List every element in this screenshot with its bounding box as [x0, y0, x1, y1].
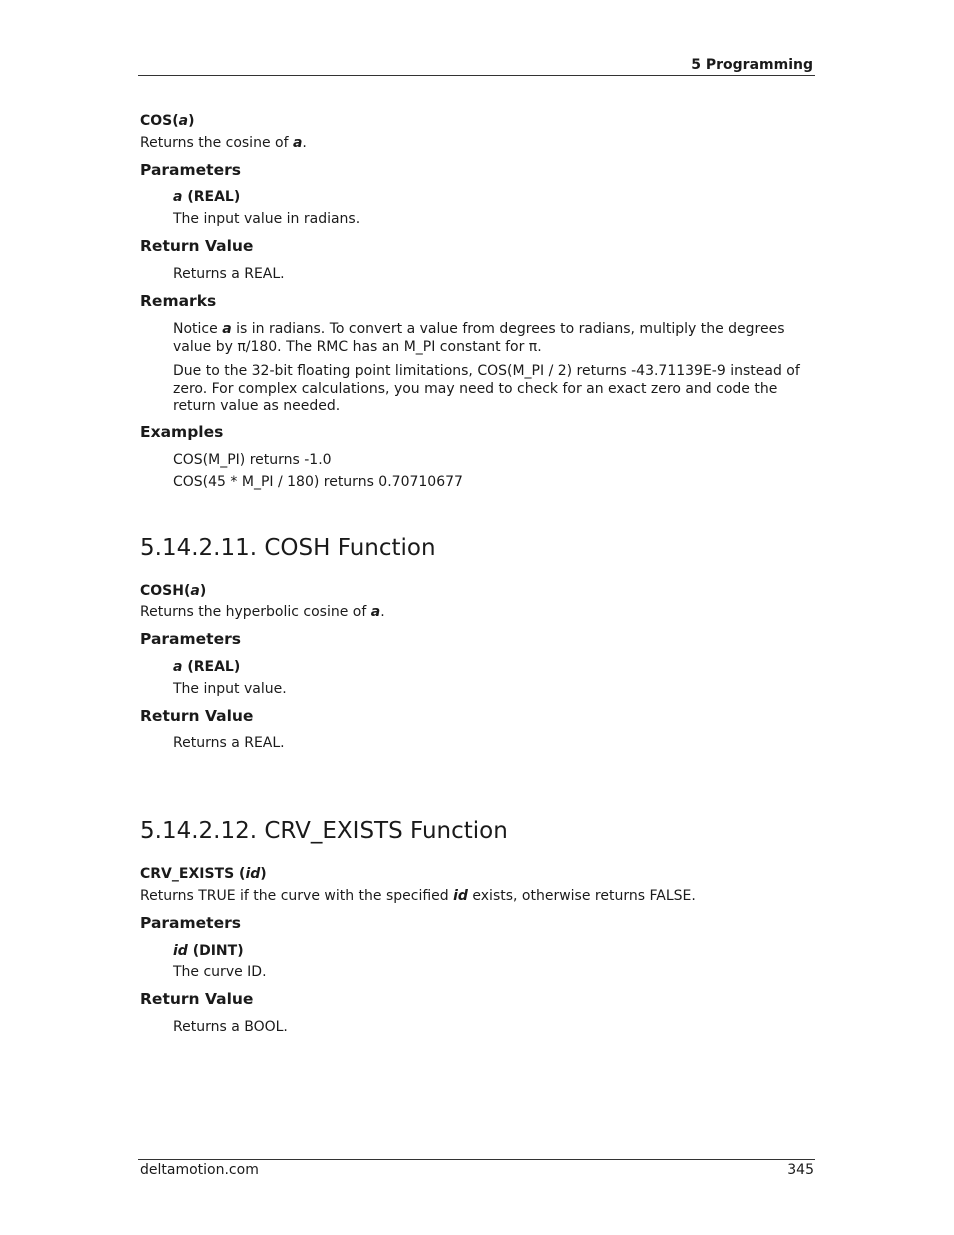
- crv-exists-parameters-heading: Parameters: [140, 914, 241, 932]
- cos-examples-heading: Examples: [140, 423, 224, 441]
- crv-exists-signature: CRV_EXISTS (id): [140, 866, 267, 882]
- cosh-parameters-heading: Parameters: [140, 630, 241, 648]
- crv-exists-description: Returns TRUE if the curve with the specified id exists, otherwise returns FALSE.: [140, 888, 696, 904]
- cosh-signature: COSH(a): [140, 583, 207, 599]
- cosh-return-description: Returns a REAL.: [173, 735, 285, 751]
- cos-param-name: a (REAL): [173, 189, 241, 205]
- cosh-param-name: a (REAL): [173, 659, 241, 675]
- cos-remark-1: Notice a is in radians. To convert a value from degrees to radians, multiply the degrees value by π/180. The RMC has an M_PI constant for π.: [173, 321, 785, 355]
- cos-description: Returns the cosine of a.: [140, 135, 307, 151]
- cos-example-1: COS(M_PI) returns -1.0: [173, 452, 332, 468]
- crv-exists-param-description: The curve ID.: [173, 964, 267, 980]
- cos-return-description: Returns a REAL.: [173, 266, 285, 282]
- chapter-title: 5 Programming: [691, 57, 813, 73]
- cos-example-2: COS(45 * M_PI / 180) returns 0.70710677: [173, 474, 463, 490]
- cos-remarks-heading: Remarks: [140, 292, 217, 310]
- page-header: [138, 55, 815, 76]
- cos-signature: COS(a): [140, 113, 195, 129]
- cos-parameters-heading: Parameters: [140, 161, 241, 179]
- cos-remark-2: Due to the 32-bit floating point limitations, COS(M_PI / 2) returns -43.71139E-9 instead of zero. For complex calculations, you may need to check for an exact zero and code the return value as needed.: [173, 363, 800, 414]
- cosh-return-heading: Return Value: [140, 707, 254, 725]
- crv-exists-section-title: 5.14.2.12. CRV_EXISTS Function: [140, 818, 508, 844]
- crv-exists-param-name: id (DINT): [173, 943, 244, 959]
- cosh-section-title: 5.14.2.11. COSH Function: [140, 535, 436, 561]
- page-number: 345: [787, 1162, 814, 1178]
- cos-param-description: The input value in radians.: [173, 211, 361, 227]
- cos-return-heading: Return Value: [140, 237, 254, 255]
- cosh-description: Returns the hyperbolic cosine of a.: [140, 604, 385, 620]
- footer-rule: [138, 1159, 815, 1160]
- footer-website: deltamotion.com: [140, 1162, 259, 1178]
- crv-exists-return-heading: Return Value: [140, 990, 254, 1008]
- cosh-param-description: The input value.: [173, 681, 287, 697]
- crv-exists-return-description: Returns a BOOL.: [173, 1019, 288, 1035]
